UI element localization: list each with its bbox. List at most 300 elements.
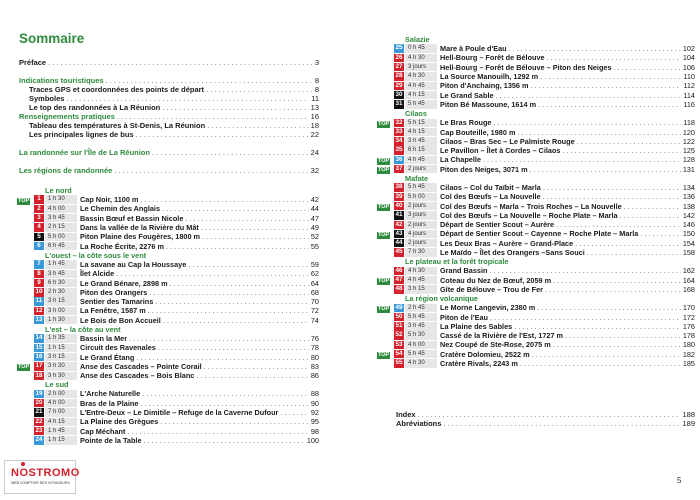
leader-dots	[116, 269, 309, 278]
route-entry	[377, 72, 695, 81]
route-number: 42	[395, 220, 403, 228]
route-page: 131	[682, 164, 695, 174]
leader-dots	[418, 410, 681, 419]
route-duration: 3 h 15	[45, 297, 77, 305]
route-number: 3	[34, 214, 44, 222]
route-entry	[17, 334, 319, 343]
route-page: 110	[683, 72, 695, 82]
logo-mark-icon	[21, 462, 25, 466]
route-number: 49	[395, 303, 403, 311]
route-number: 26	[395, 53, 403, 61]
route-duration: 3 h 30	[45, 362, 77, 370]
top-badge: TOP	[18, 364, 30, 371]
route-number: 4	[34, 223, 44, 231]
toc-entry-page: 3	[314, 58, 319, 67]
route-duration: 5 h 45	[405, 350, 437, 358]
top-badge-slot	[377, 275, 394, 285]
route-entry	[17, 389, 319, 398]
route-entry	[17, 408, 319, 417]
route-page: 90	[310, 398, 319, 408]
route-number: 10	[35, 288, 43, 296]
region-heading: Le nord	[45, 186, 72, 195]
route-name: La Chapelle	[440, 155, 481, 165]
route-number: 19	[35, 389, 43, 397]
route-page: 64	[310, 278, 319, 288]
route-number: 40	[395, 201, 403, 209]
leader-dots	[162, 204, 309, 213]
route-page: 42	[310, 195, 319, 205]
top-badge: TOP	[378, 352, 390, 359]
route-entry	[377, 322, 695, 331]
leader-dots	[530, 165, 681, 174]
toc-entry	[19, 157, 319, 166]
leader-dots	[166, 242, 309, 251]
toc-entry	[19, 67, 319, 76]
nostromo-logo	[4, 460, 80, 494]
route-duration: 4 h 30	[405, 54, 437, 62]
route-page: 76	[310, 334, 319, 343]
toc-entry-title: Le top des randonnées à La Réunion	[29, 103, 161, 112]
route-duration: 4 h 00	[405, 341, 437, 349]
route-duration: 7 h 30	[405, 248, 437, 256]
toc-entry-page: 16	[310, 112, 319, 121]
toc-entry	[19, 58, 319, 67]
toc-entry	[19, 166, 319, 175]
route-name: Départ de Sentier Scout – Cayenne – Roche Plate – Marla	[440, 229, 639, 239]
route-name: Bras de la Plaine	[80, 398, 139, 408]
route-page: 178	[682, 331, 695, 341]
route-duration: 3 h 45	[45, 270, 77, 278]
route-page: 146	[682, 220, 695, 230]
region-heading: Le sud	[45, 380, 69, 390]
route-page: 68	[310, 287, 319, 297]
route-name: Cap Bouteille, 1980 m	[440, 127, 516, 137]
region-heading: Cilaos	[405, 109, 427, 119]
route-entry	[377, 44, 695, 53]
leader-dots	[185, 214, 308, 223]
leader-dots	[280, 408, 308, 417]
leader-dots	[540, 72, 681, 81]
route-name: L'Entre-Deux – Le Dimitile – Refuge de la Caverne Dufour	[80, 408, 279, 418]
route-duration: 4 jours	[405, 230, 437, 238]
top-badge: TOP	[378, 167, 390, 174]
route-duration: 4 h 15	[45, 418, 77, 426]
route-name: Gîte de Bélouve – Trou de Fer	[440, 284, 543, 294]
route-number: 16	[35, 352, 43, 360]
leader-dots	[587, 248, 681, 257]
route-page: 47	[310, 213, 319, 223]
leader-dots	[136, 130, 309, 139]
toc-entry-page: 18	[310, 121, 319, 130]
route-entry	[377, 248, 695, 257]
route-name: Bassin la Mer	[80, 334, 128, 343]
toc-entry-page: 13	[310, 103, 319, 112]
route-duration: 2 jours	[405, 239, 437, 247]
leader-dots	[520, 359, 681, 368]
region-heading: Salazie	[405, 35, 430, 44]
route-number: 41	[395, 211, 403, 219]
route-page: 154	[682, 238, 695, 248]
leader-dots	[577, 137, 681, 146]
route-page: 170	[682, 303, 695, 313]
top-badge: TOP	[378, 232, 390, 238]
route-duration: 3 jours	[405, 211, 437, 219]
toc-entry-title: Les régions de randonnée	[19, 166, 113, 175]
route-page: 88	[310, 389, 319, 399]
route-entry	[377, 266, 695, 275]
route-page: 86	[310, 371, 319, 381]
route-number: 44	[395, 239, 403, 247]
route-name: Le Morne Langevin, 2380 m	[440, 303, 536, 313]
route-page: 104	[682, 53, 695, 63]
route-duration: 3 h 15	[45, 353, 77, 361]
route-name: Îlet Alcide	[80, 269, 115, 279]
route-number: 2	[34, 205, 44, 213]
route-name: Cilaos – Bras Sec – Le Palmiste Rouge	[440, 136, 575, 146]
route-duration: 1 h 45	[45, 427, 77, 435]
toc-entry-title: Les principales lignes de bus	[29, 130, 134, 139]
leader-dots	[206, 85, 313, 94]
route-duration: 6 h 45	[45, 242, 77, 250]
route-duration: 5 h 45	[405, 313, 437, 321]
route-page: 134	[682, 183, 695, 192]
leader-dots	[188, 260, 309, 269]
route-entry	[377, 192, 695, 201]
leader-dots	[129, 334, 309, 343]
toc-entry-page: 8	[314, 76, 319, 85]
route-duration: 1 h 30	[45, 316, 77, 324]
route-page: 78	[310, 343, 319, 353]
route-name: Piton d'Anchaing, 1356 m	[440, 81, 529, 91]
leader-dots	[614, 63, 681, 72]
toc-entry-title: Index	[396, 410, 416, 419]
route-number: 27	[395, 63, 403, 71]
leader-dots	[162, 103, 308, 112]
toc-entry	[396, 410, 695, 419]
toc-entry	[19, 148, 319, 157]
route-number: 36	[395, 155, 403, 163]
top-badge-slot	[377, 303, 394, 313]
route-duration: 1 h 30	[45, 195, 77, 203]
leader-dots	[545, 285, 681, 294]
toc-entry	[19, 76, 319, 85]
route-page: 44	[310, 204, 319, 214]
leader-dots	[562, 146, 680, 155]
route-name: La Fenêtre, 1587 m	[80, 306, 146, 316]
leader-dots	[117, 112, 309, 121]
route-name: Départ de Sentier Scout – Aurère	[440, 220, 555, 230]
route-duration: 3 h 15	[405, 285, 437, 293]
route-page: 95	[310, 417, 319, 427]
route-duration: 7 h 00	[45, 408, 77, 416]
route-name: Piton Bé Massoune, 1614 m	[440, 99, 537, 109]
leader-dots	[556, 220, 681, 229]
route-name: Cap Noir, 1100 m	[80, 195, 139, 205]
route-duration: 5 h 00	[45, 233, 77, 241]
route-name: Le Pavillon – Îlet à Cordes – Cilaos	[440, 146, 561, 156]
route-page: 128	[682, 155, 695, 165]
route-number: 52	[395, 331, 403, 339]
route-number: 6	[34, 242, 44, 250]
route-number: 14	[35, 334, 43, 342]
route-entry	[377, 276, 695, 285]
route-page: 138	[682, 201, 695, 211]
route-page: 55	[310, 241, 319, 251]
route-entry	[17, 371, 319, 380]
toc-entry-page: 189	[682, 419, 695, 428]
route-name: Anse des Cascades – Bois Blanc	[80, 371, 195, 381]
toc-entry-page: 32	[310, 166, 319, 175]
route-name: Le Bras Rouge	[440, 118, 492, 128]
toc-entry	[19, 112, 319, 121]
route-duration: 1 h 15	[45, 436, 77, 444]
route-name: Cap Méchant	[80, 426, 126, 436]
route-page: 136	[682, 192, 695, 202]
leader-dots	[196, 371, 309, 380]
route-entry	[377, 331, 695, 340]
route-name: Sentier des Tamarins	[80, 297, 154, 307]
route-entry	[17, 399, 319, 408]
route-page: 102	[682, 44, 695, 54]
route-page: 142	[682, 210, 695, 220]
route-name: La savane au Cap la Houssaye	[80, 259, 187, 269]
route-page: 106	[682, 62, 695, 72]
route-duration: 3 h 45	[405, 137, 437, 145]
route-duration: 2 jours	[405, 165, 437, 173]
route-entry	[377, 90, 695, 99]
page-number: 5	[677, 476, 682, 485]
route-name: Nez Coupé de Ste-Rose, 2075 m	[440, 340, 551, 350]
route-duration: 1 h 15	[45, 344, 77, 352]
route-page: 185	[682, 359, 695, 369]
route-number: 8	[34, 270, 44, 278]
route-number: 39	[395, 192, 403, 200]
route-entry	[17, 260, 319, 269]
toc-entry-page: 188	[682, 410, 695, 419]
route-page: 83	[310, 361, 319, 371]
route-duration: 6 h 30	[45, 279, 77, 287]
general-toc	[19, 58, 319, 175]
route-page: 52	[310, 232, 319, 242]
route-entry	[377, 303, 695, 312]
leader-dots	[149, 288, 309, 297]
leader-dots	[640, 229, 681, 238]
route-name: Cratère Dolomieu, 2522 m	[440, 349, 530, 359]
toc-entry-page: 22	[310, 130, 319, 139]
route-entry	[377, 137, 695, 146]
route-number: 46	[395, 266, 403, 274]
route-number: 47	[395, 275, 403, 283]
route-number: 48	[395, 285, 403, 293]
route-page: 162	[682, 266, 695, 276]
leader-dots	[494, 118, 682, 127]
leader-dots	[490, 313, 681, 322]
route-name: Grand Bassin	[440, 266, 488, 276]
route-number: 18	[35, 371, 43, 379]
route-number: 54	[395, 350, 403, 358]
leader-dots	[483, 155, 681, 164]
route-duration: 0 h 45	[405, 44, 437, 52]
route-entry	[17, 241, 319, 250]
route-name: Le Maïdo – Îlet des Orangers –Sans Souci	[440, 248, 585, 258]
route-name: Circuit des Ravenales	[80, 343, 156, 353]
top-badge: TOP	[378, 305, 390, 312]
route-page: 176	[682, 321, 695, 331]
route-entry	[377, 118, 695, 127]
route-name: Piton de l'Eau	[440, 312, 488, 322]
top-badge: TOP	[18, 197, 30, 204]
route-duration: 3 jours	[405, 63, 437, 71]
route-number: 32	[395, 118, 403, 126]
route-entry	[17, 427, 319, 436]
route-entry	[377, 100, 695, 109]
route-entry	[17, 278, 319, 287]
route-duration: 3 h 00	[45, 307, 77, 315]
route-duration: 4 h 30	[405, 267, 437, 275]
route-entry	[17, 316, 319, 325]
leader-dots	[152, 148, 309, 157]
leader-dots	[204, 362, 309, 371]
route-page: 172	[682, 312, 695, 322]
route-page: 80	[310, 352, 319, 362]
right-route-list	[377, 35, 695, 368]
route-name: La Roche Écrite, 2276 m	[80, 241, 164, 251]
route-page: 118	[683, 118, 695, 128]
route-number: 11	[35, 297, 43, 305]
route-number: 31	[395, 100, 403, 108]
route-entry	[377, 229, 695, 238]
route-name: Le Grand Bénare, 2898 m	[80, 278, 168, 288]
route-page: 158	[682, 248, 695, 258]
toc-entry-title: Indications touristiques	[19, 76, 104, 85]
route-entry	[17, 269, 319, 278]
route-page: 168	[682, 284, 695, 294]
route-duration: 4 h 45	[405, 276, 437, 284]
route-number: 23	[35, 426, 43, 434]
logo-tagline: WEB COMPTOIR DES VOYAGEURS	[11, 481, 70, 485]
route-name: Piton des Neiges, 3071 m	[440, 164, 528, 174]
route-number: 21	[35, 408, 43, 416]
leader-dots	[443, 419, 680, 428]
toc-entry-title: Abréviations	[396, 419, 442, 428]
route-page: 122	[682, 136, 695, 146]
route-entry	[377, 63, 695, 72]
leader-dots	[48, 58, 313, 67]
route-name: Bassin Bœuf et Bassin Nicole	[80, 213, 184, 223]
route-page: 182	[682, 349, 695, 359]
route-entry	[377, 220, 695, 229]
route-entry	[17, 223, 319, 232]
route-number: 37	[395, 165, 403, 173]
top-badge: TOP	[378, 157, 390, 164]
route-duration: 3 h 30	[45, 372, 77, 380]
leader-dots	[531, 81, 682, 90]
route-name: Cratère Rivals, 2243 m	[440, 359, 518, 369]
route-page: 59	[310, 259, 319, 269]
route-entry	[377, 312, 695, 321]
route-duration: 2 h 45	[405, 304, 437, 312]
leader-dots	[624, 202, 681, 211]
left-route-list	[17, 186, 319, 445]
leader-dots	[140, 195, 308, 204]
route-entry	[17, 343, 319, 352]
route-duration: 1 h 35	[45, 334, 77, 342]
leader-dots	[543, 183, 681, 192]
toc-entry-title: Traces GPS et coordonnées des points de départ	[29, 85, 205, 94]
leader-dots	[163, 316, 309, 325]
route-page: 180	[682, 340, 695, 350]
route-name: Piton des Orangers	[80, 287, 148, 297]
route-entry	[377, 127, 695, 136]
route-page: 120	[682, 127, 695, 137]
top-badge: TOP	[378, 120, 390, 127]
leader-dots	[170, 279, 309, 288]
route-duration: 2 h 15	[45, 223, 77, 231]
route-entry	[17, 204, 319, 213]
toc-entry	[19, 139, 319, 148]
route-page: 150	[682, 229, 695, 239]
route-entry	[377, 340, 695, 349]
route-number: 29	[395, 81, 403, 89]
leader-dots	[547, 53, 681, 62]
route-name: Col des Bœufs – Marla – Trois Roches – La Nouvelle	[440, 201, 622, 211]
top-badge-slot	[377, 349, 394, 359]
toc-entry-title: Renseignements pratiques	[19, 112, 115, 121]
leader-dots	[496, 91, 682, 100]
route-number: 12	[35, 306, 43, 314]
toc-entry	[19, 121, 319, 130]
leader-dots	[114, 166, 308, 175]
route-name: La Plaine des Sables	[440, 321, 513, 331]
route-name: Hell-Bourg – Forêt de Bélouve	[440, 53, 545, 63]
route-name: Cilaos – Col du Taïbit – Marla	[440, 183, 541, 192]
route-entry	[377, 350, 695, 359]
route-entry	[17, 306, 319, 315]
route-page: 114	[683, 90, 695, 100]
route-entry	[377, 239, 695, 248]
route-page: 62	[310, 269, 319, 279]
leader-dots	[538, 100, 681, 109]
route-duration: 3 h 45	[45, 214, 77, 222]
route-duration: 2 h 30	[45, 288, 77, 296]
route-duration: 4 h 30	[405, 72, 437, 80]
route-page: 125	[682, 146, 695, 156]
route-page: 98	[310, 426, 319, 436]
top-badge-slot	[377, 164, 394, 174]
leader-dots	[207, 121, 309, 130]
route-duration: 4 h 45	[405, 156, 437, 164]
route-duration: 4 h 45	[405, 82, 437, 90]
route-duration: 5 h 30	[405, 331, 437, 339]
route-duration: 4 h 00	[45, 399, 77, 407]
leader-dots	[136, 353, 309, 362]
route-name: Piton Plaine des Fougères, 1800 m	[80, 232, 201, 242]
leader-dots	[140, 399, 308, 408]
route-page: 164	[682, 275, 695, 285]
route-page: 112	[683, 81, 695, 91]
region-heading: L'ouest – la côte sous le vent	[45, 250, 147, 260]
route-entry	[17, 417, 319, 426]
route-page: 100	[306, 435, 319, 445]
route-entry	[377, 211, 695, 220]
route-page: 116	[683, 99, 695, 109]
toc-entry-title: Préface	[19, 58, 47, 67]
route-entry	[17, 436, 319, 445]
route-duration: 4 h 30	[405, 359, 437, 367]
route-name: Dans la vallée de la Rivière du Mât	[80, 223, 199, 233]
region-heading: Mafate	[405, 173, 429, 183]
end-toc	[396, 410, 695, 428]
